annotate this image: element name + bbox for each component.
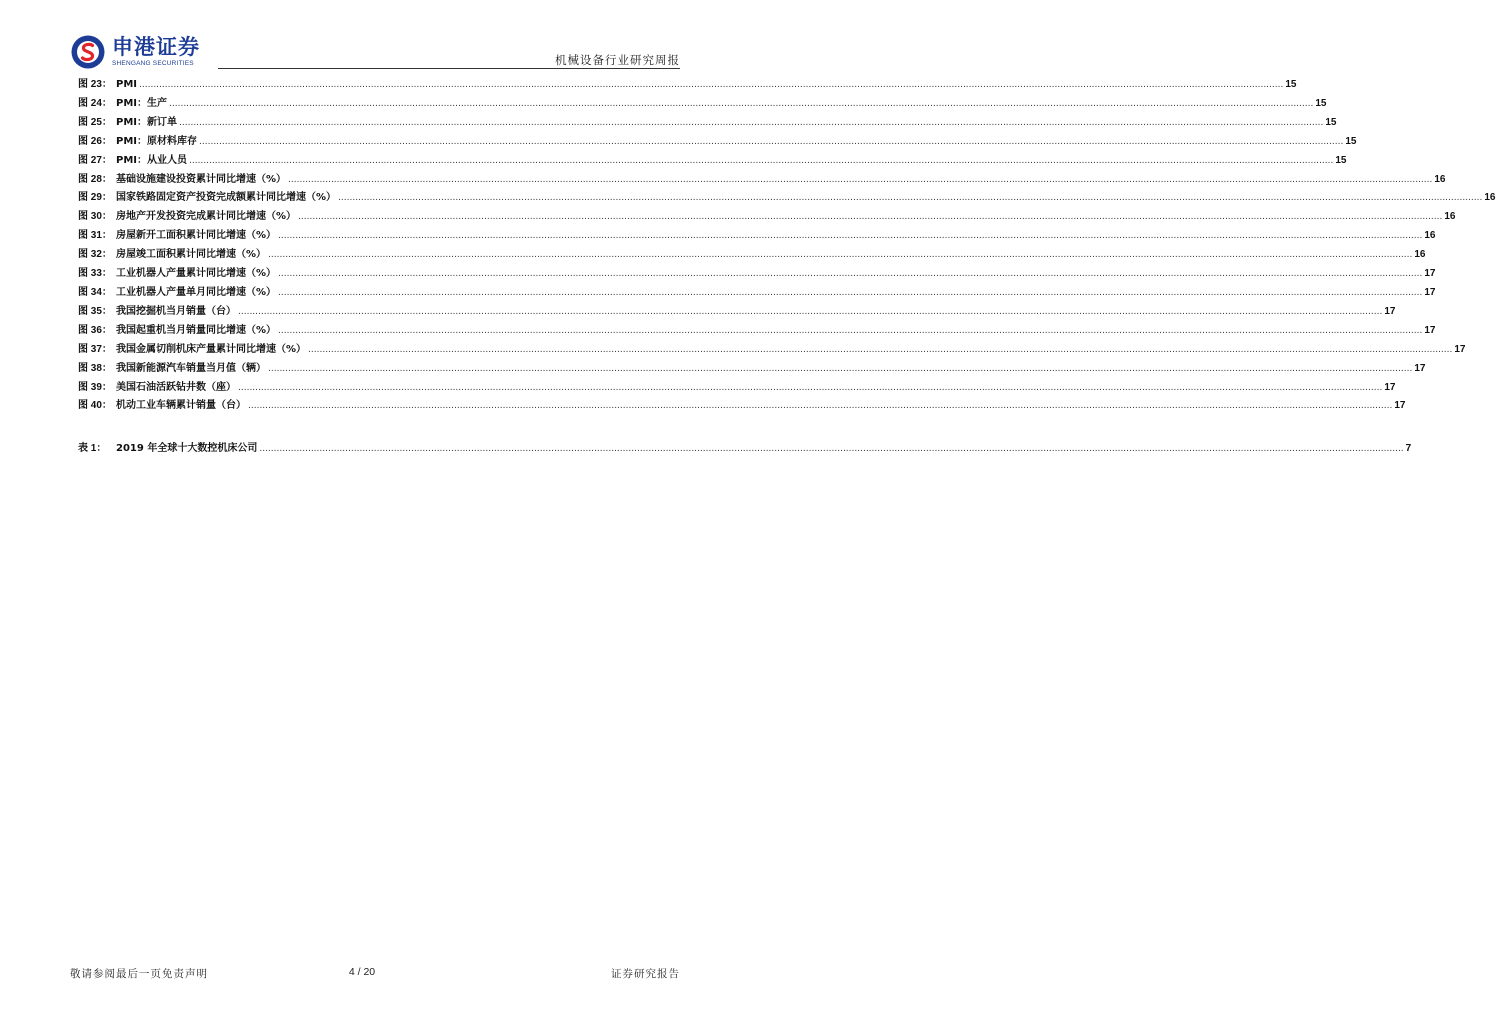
toc-dot-leader: ................................................................................................................................................................................................................................................................................................................................................................................................................	[268, 250, 1413, 261]
toc-entry-label: 图 26：	[78, 135, 112, 147]
toc-entry-label: 图 32：	[78, 249, 112, 261]
toc-entry-label: 图 36：	[78, 324, 112, 336]
toc-entry-page: 15	[1345, 135, 1357, 147]
toc-dot-leader: ................................................................................................................................................................................................................................................................................................................................................................................................................	[278, 231, 1423, 242]
toc-entry-page: 15	[1325, 116, 1337, 128]
toc-entry-label: 图 33：	[78, 268, 112, 280]
toc-figure-entry[interactable]	[78, 341, 1466, 360]
toc-figure-entry[interactable]	[78, 284, 1436, 303]
toc-entry-title: PMI：原材料库存	[116, 135, 198, 147]
footer-disclaimer: 敬请参阅最后一页免责声明	[70, 968, 208, 980]
toc-entry-label: 图 29：	[78, 192, 112, 204]
page-header	[0, 0, 724, 80]
toc-entry-page: 17	[1394, 400, 1406, 412]
logo-english-name: SHENGANG SECURITIES	[112, 59, 194, 67]
toc-entry-page: 17	[1424, 286, 1436, 298]
toc-figure-entry[interactable]	[78, 360, 1426, 379]
toc-figure-entry[interactable]	[78, 322, 1436, 341]
toc-entry-label: 图 23：	[78, 79, 112, 90]
toc-entry-title: PMI：生产	[116, 97, 168, 109]
toc-entry-label: 图 34：	[78, 286, 112, 298]
toc-entry-page: 15	[1285, 79, 1297, 90]
toc-entry-page: 17	[1454, 343, 1466, 355]
toc-dot-leader: ................................................................................................................................................................................................................................................................................................................................................................................................................	[179, 117, 1324, 128]
toc-figure-entry[interactable]	[78, 152, 1347, 171]
toc-entry-label: 图 38：	[78, 362, 112, 374]
toc-dot-leader: ................................................................................................................................................................................................................................................................................................................................................................................................................	[139, 80, 1284, 90]
toc-figure-entry[interactable]	[78, 303, 1396, 322]
toc-entry-title: 工业机器人产量单月同比增速（%）	[116, 286, 277, 298]
toc-entry-title: 我国起重机当月销量同比增速（%）	[116, 324, 277, 336]
toc-entry-title: 基础设施建设投资累计同比增速（%）	[116, 173, 287, 185]
toc-entry-page: 16	[1484, 192, 1496, 204]
toc-dot-leader: ................................................................................................................................................................................................................................................................................................................................................................................................................	[238, 306, 1383, 317]
toc-entry-title: 国家铁路固定资产投资完成额累计同比增速（%）	[116, 192, 337, 204]
toc-dot-leader: ................................................................................................................................................................................................................................................................................................................................................................................................................	[248, 401, 1393, 412]
toc-entry-title: 房屋竣工面积累计同比增速（%）	[116, 249, 267, 261]
toc-entry-page: 16	[1434, 173, 1446, 185]
toc-dot-leader: ................................................................................................................................................................................................................................................................................................................................................................................................................	[278, 269, 1423, 280]
toc-entry-label: 图 28：	[78, 173, 112, 185]
toc-entry-label: 图 35：	[78, 305, 112, 317]
toc-figure-entry[interactable]	[78, 189, 1496, 208]
toc-entry-page: 16	[1424, 230, 1436, 242]
toc-entry-title: PMI	[116, 79, 138, 90]
company-logo	[70, 34, 200, 70]
toc-entry-page: 17	[1384, 305, 1396, 317]
toc-entry-label: 图 30：	[78, 211, 112, 223]
toc-figure-entry[interactable]	[78, 76, 1297, 95]
logo-chinese-name: 申港证券	[112, 34, 200, 59]
report-type: 机械设备行业研究周报	[555, 53, 680, 67]
toc-entry-page: 16	[1414, 249, 1426, 261]
toc-entry-title: 我国新能源汽车销量当月值（辆）	[116, 362, 266, 374]
toc-entry-label: 图 37：	[78, 343, 112, 355]
footer-page-number: 4 / 20	[348, 966, 376, 978]
toc-figure-entry[interactable]	[78, 114, 1337, 133]
toc-figure-entry[interactable]	[78, 265, 1436, 284]
toc-dot-leader: ................................................................................................................................................................................................................................................................................................................................................................................................................	[298, 212, 1443, 223]
toc-entry-title: 我国金属切削机床产量累计同比增速（%）	[116, 343, 307, 355]
toc-entry-page: 17	[1424, 324, 1436, 336]
toc-dot-leader: ................................................................................................................................................................................................................................................................................................................................................................................................................	[278, 325, 1423, 336]
toc-entry-label: 图 40：	[78, 400, 112, 412]
toc-entry-page: 15	[1315, 97, 1327, 109]
toc-entry-title: PMI：新订单	[116, 116, 178, 128]
toc-figure-entry[interactable]	[78, 133, 1357, 152]
toc-entry-label: 表 1：	[78, 443, 107, 455]
toc-dot-leader: ................................................................................................................................................................................................................................................................................................................................................................................................................	[308, 344, 1453, 355]
toc-figure-entry[interactable]	[78, 208, 1456, 227]
toc-entry-title: PMI：从业人员	[116, 154, 188, 166]
toc-dot-leader: ................................................................................................................................................................................................................................................................................................................................................................................................................	[278, 287, 1423, 298]
toc-dot-leader: ................................................................................................................................................................................................................................................................................................................................................................................................................	[189, 155, 1334, 166]
toc-entry-page: 17	[1384, 381, 1396, 393]
toc-dot-leader: ................................................................................................................................................................................................................................................................................................................................................................................................................	[288, 174, 1433, 185]
toc-entry-label: 图 25：	[78, 116, 112, 128]
toc-entry-title: 2019 年全球十大数控机床公司	[116, 443, 258, 455]
toc-entry-page: 17	[1424, 268, 1436, 280]
toc-entry-label: 图 31：	[78, 230, 112, 242]
toc-dot-leader: ................................................................................................................................................................................................................................................................................................................................................................................................................	[259, 444, 1404, 455]
toc-entry-page: 15	[1335, 154, 1347, 166]
toc-entry-title: 房地产开发投资完成累计同比增速（%）	[116, 211, 297, 223]
toc-entry-title: 房屋新开工面积累计同比增速（%）	[116, 230, 277, 242]
toc-entry-page: 16	[1444, 211, 1456, 223]
header-divider	[218, 68, 680, 69]
toc-dot-leader: ................................................................................................................................................................................................................................................................................................................................................................................................................	[268, 363, 1413, 374]
toc-figure-entry[interactable]	[78, 171, 1446, 190]
table-of-contents	[78, 76, 1496, 459]
toc-dot-leader: ................................................................................................................................................................................................................................................................................................................................................................................................................	[338, 193, 1483, 204]
toc-entry-title: 美国石油活跃钻井数（座）	[116, 381, 236, 393]
toc-figure-entry[interactable]	[78, 379, 1396, 398]
toc-dot-leader: ................................................................................................................................................................................................................................................................................................................................................................................................................	[238, 382, 1383, 393]
toc-dot-leader: ................................................................................................................................................................................................................................................................................................................................................................................................................	[199, 136, 1344, 147]
toc-entry-label: 图 24：	[78, 97, 112, 109]
toc-entry-label: 图 27：	[78, 154, 112, 166]
toc-figure-entry[interactable]	[78, 95, 1327, 114]
toc-entry-title: 我国挖掘机当月销量（台）	[116, 305, 236, 317]
toc-entry-title: 工业机器人产量累计同比增速（%）	[116, 268, 277, 280]
toc-table-entry[interactable]	[78, 440, 1412, 459]
toc-figure-entry[interactable]	[78, 246, 1426, 265]
toc-figure-entry[interactable]	[78, 227, 1436, 246]
toc-entry-page: 7	[1405, 443, 1412, 455]
toc-figure-entry[interactable]	[78, 397, 1406, 416]
toc-entry-page: 17	[1414, 362, 1426, 374]
toc-entry-title: 机动工业车辆累计销量（台）	[116, 400, 246, 412]
shengang-logo-icon	[70, 34, 106, 70]
toc-entry-label: 图 39：	[78, 381, 112, 393]
footer-doc-type: 证券研究报告	[611, 968, 680, 980]
toc-dot-leader: ................................................................................................................................................................................................................................................................................................................................................................................................................	[169, 98, 1314, 109]
